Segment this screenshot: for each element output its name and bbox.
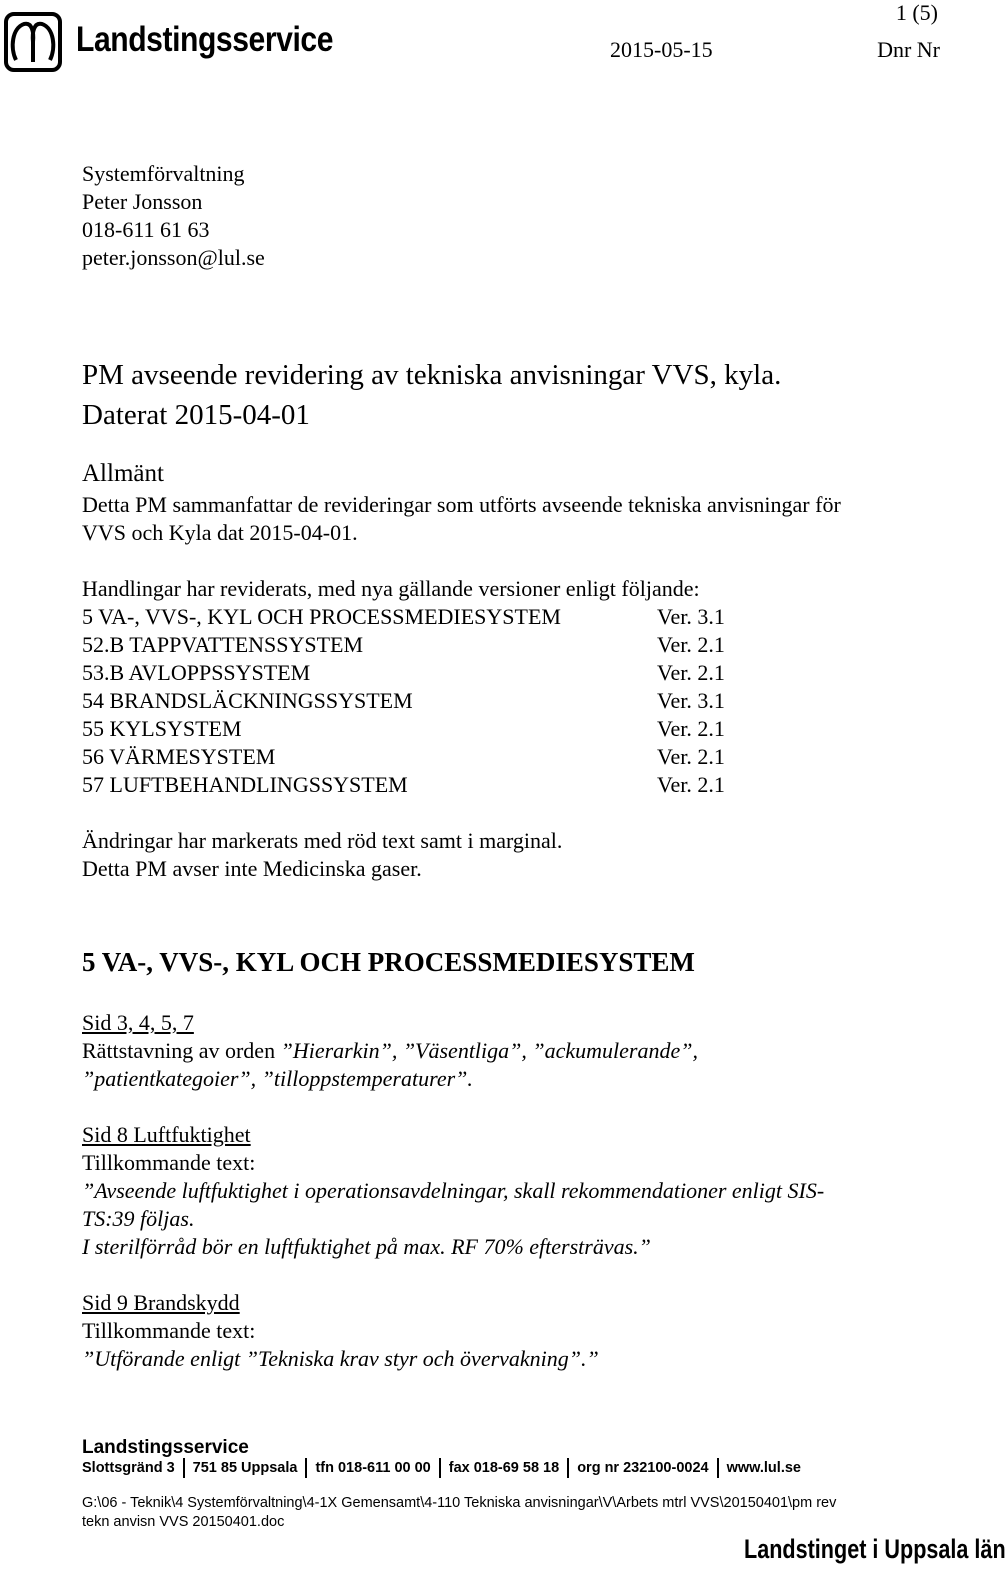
- section-quote: I sterilförråd bör en luftfuktighet på max. RF 70% eftersträvas.”: [82, 1234, 651, 1259]
- section-quote: ”Avseende luftfuktighet i operationsavdelningar, skall rekommendationer enligt SIS-: [82, 1178, 825, 1203]
- general-heading: Allmänt: [82, 460, 164, 487]
- note-gases: Detta PM avser inte Medicinska gaser.: [82, 856, 422, 881]
- doc-row: [82, 659, 842, 687]
- doc-version: Ver. 3.1: [657, 688, 725, 713]
- footer-divider: [717, 1458, 719, 1478]
- doc-row: [82, 631, 842, 659]
- doc-name: 5 VA-, VVS-, KYL OCH PROCESSMEDIESYSTEM: [82, 604, 561, 629]
- section-ref-3: Sid 9 Brandskydd: [82, 1290, 240, 1315]
- footer-fax: fax 018-69 58 18: [448, 1460, 560, 1476]
- doc-version: Ver. 2.1: [657, 632, 725, 657]
- landstingsservice-logo-icon: [4, 12, 62, 72]
- footer-contact-row: [82, 1457, 801, 1479]
- section-quote: ”Utförande enligt ”Tekniska krav styr och övervakning”.”: [82, 1346, 599, 1371]
- section-text: [82, 1037, 698, 1065]
- doc-name: 53.B AVLOPPSSYSTEM: [82, 660, 311, 685]
- section-quote: TS:39 följas.: [82, 1206, 195, 1231]
- page-title: PM avseende revidering av tekniska anvisningar VVS, kyla.: [82, 359, 782, 391]
- footer-divider: [183, 1458, 185, 1478]
- landstinget-logo: Landstinget i Uppsala län: [744, 1534, 1006, 1564]
- doc-row: [82, 743, 842, 771]
- doc-name: 57 LUFTBEHANDLINGSSYSTEM: [82, 772, 408, 797]
- doc-version: Ver. 2.1: [657, 716, 725, 741]
- document-date: 2015-05-15: [610, 37, 713, 62]
- doc-row: [82, 687, 842, 715]
- doc-row: [82, 603, 842, 631]
- section-label: Tillkommande text:: [82, 1150, 256, 1175]
- section-text-italic: ”patientkategoier”, ”tilloppstemperaturer”.: [82, 1066, 473, 1091]
- doc-row: [82, 715, 842, 743]
- footer-web: www.lul.se: [726, 1460, 801, 1476]
- doc-name: 56 VÄRMESYSTEM: [82, 744, 276, 769]
- sender-phone: 018-611 61 63: [82, 217, 210, 242]
- section-heading: 5 VA-, VVS-, KYL OCH PROCESSMEDIESYSTEM: [82, 947, 695, 977]
- footer-divider: [439, 1458, 441, 1478]
- brand-name: Landstingsservice: [76, 20, 334, 59]
- file-path-2: tekn anvisn VVS 20150401.doc: [82, 1514, 285, 1530]
- section-ref-1: Sid 3, 4, 5, 7: [82, 1010, 194, 1035]
- footer-divider: [567, 1458, 569, 1478]
- footer-phone: tfn 018-611 00 00: [315, 1460, 431, 1476]
- doc-row: [82, 771, 842, 799]
- page-number: 1 (5): [895, 0, 938, 25]
- sender-name: Peter Jonsson: [82, 189, 203, 214]
- page-subtitle: Daterat 2015-04-01: [82, 399, 310, 431]
- section-text-plain: Rättstavning av orden: [82, 1038, 281, 1063]
- doc-version: Ver. 3.1: [657, 604, 725, 629]
- doc-name: 55 KYLSYSTEM: [82, 716, 242, 741]
- footer-org: org nr 232100-0024: [577, 1460, 709, 1476]
- footer-brand: Landstingsservice: [82, 1437, 249, 1458]
- general-text-1: Detta PM sammanfattar de revideringar som utförts avseende tekniska anvisningar för: [82, 492, 841, 517]
- doc-version: Ver. 2.1: [657, 744, 725, 769]
- general-text-2: VVS och Kyla dat 2015-04-01.: [82, 520, 358, 545]
- section-text-italic: ”Hierarkin”, ”Väsentliga”, ”ackumulerande”,: [280, 1038, 698, 1063]
- sender-dept: Systemförvaltning: [82, 161, 245, 186]
- doc-name: 52.B TAPPVATTENSSYSTEM: [82, 632, 364, 657]
- dnr-label: Dnr Nr: [877, 37, 940, 62]
- file-path-1: G:\06 - Teknik\4 Systemförvaltning\4-1X Gemensamt\4-110 Tekniska anvisningar\V\Arbets mtrl VVS\20150401\pm rev: [82, 1495, 837, 1511]
- note-changes: Ändringar har markerats med röd text samt i marginal.: [82, 828, 563, 853]
- footer-address: Slottsgränd 3: [82, 1460, 175, 1476]
- footer-divider: [305, 1458, 307, 1478]
- doc-version: Ver. 2.1: [657, 660, 725, 685]
- section-label: Tillkommande text:: [82, 1318, 256, 1343]
- section-ref-2: Sid 8 Luftfuktighet: [82, 1122, 251, 1147]
- sender-email: peter.jonsson@lul.se: [82, 245, 265, 270]
- doc-name: 54 BRANDSLÄCKNINGSSYSTEM: [82, 688, 413, 713]
- footer-postal: 751 85 Uppsala: [192, 1460, 298, 1476]
- docs-intro: Handlingar har reviderats, med nya gällande versioner enligt följande:: [82, 576, 700, 601]
- doc-version: Ver. 2.1: [657, 772, 725, 797]
